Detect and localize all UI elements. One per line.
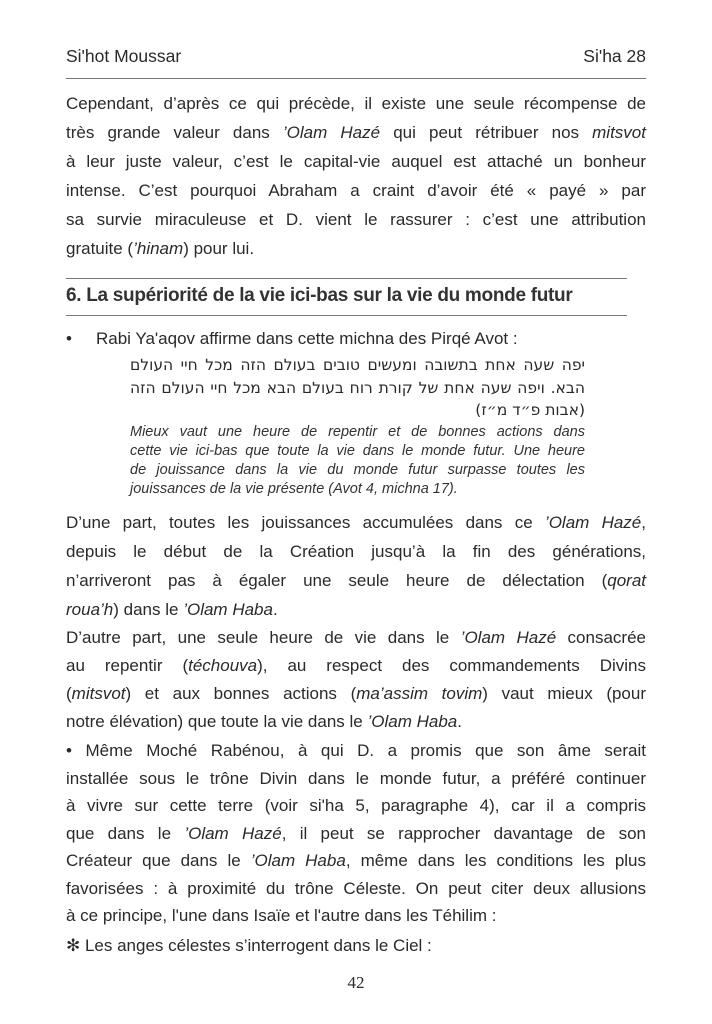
italic-term: ’Olam Haba: [250, 851, 346, 870]
text-line: [66, 595, 646, 624]
italic-term: ’Olam Haba: [367, 712, 458, 731]
text-line: [66, 680, 646, 708]
text-segment: n’arriveront pas à égaler une seule heure de délectation (: [66, 571, 608, 590]
quote-line: (אבות פ״ד מ״ז): [475, 401, 585, 419]
text-line: [66, 902, 646, 930]
text-line: [66, 508, 646, 537]
text-segment: Cependant, d’après ce qui précède, il existe une seule récompense de: [66, 94, 646, 113]
text-segment: consacrée: [556, 628, 646, 647]
quote-line: הבא. ויפה שעה אחת של קורת רוח בעולם הבא מכל חיי העולם הזה: [130, 378, 585, 397]
text-segment: D’une part, toutes les jouissances accumulées dans ce: [66, 513, 545, 532]
paragraph: [66, 508, 646, 624]
bullet-text: Rabi Ya'aqov affirme dans cette michna des Pirqé Avot :: [96, 329, 518, 348]
text-segment: à vivre sur cette terre (voir si'ha 5, paragraphe 4), car il a compris: [66, 796, 646, 815]
italic-term: ’Olam Hazé: [282, 123, 381, 142]
text-segment: sa survie miraculeuse et D. vient le rassurer : c’est une attribution: [66, 210, 646, 229]
paragraph: [66, 931, 646, 960]
text-segment: au repentir (: [66, 656, 189, 675]
text-segment: ,: [641, 513, 646, 532]
text-segment: (: [66, 684, 72, 703]
text-segment: .: [457, 712, 462, 731]
bullet-item: [66, 326, 518, 352]
text-line: [66, 537, 646, 566]
text-segment: , il peut se rapprocher davantage de son: [281, 823, 646, 843]
header-rule: [66, 78, 646, 79]
running-header: [66, 46, 646, 67]
quote-line: de jouissance dans la vie du monde futur surpasse toutes les: [130, 462, 585, 478]
text-line: [66, 737, 646, 765]
text-line: [66, 205, 646, 234]
quote-line: jouissances de la vie présente (Avot 4, michna 17).: [130, 481, 458, 497]
bullet-icon: •: [66, 329, 72, 348]
text-segment: à ce principe, l'une dans Isaïe et l'autre dans les Téhilim :: [66, 906, 497, 925]
text-segment: notre élévation) que toute la vie dans le: [66, 712, 368, 731]
text-line: [66, 176, 646, 205]
text-segment: ✻ Les anges célestes s’interrogent dans le Ciel :: [66, 936, 432, 955]
text-segment: D’autre part, une seule heure de vie dans le: [66, 628, 461, 647]
page-number: 42: [347, 973, 365, 992]
quote-line: cette vie ici-bas que toute la vie dans le monde futur. Une heure: [130, 443, 585, 459]
text-line: [66, 566, 646, 595]
section-rule-top: [66, 278, 627, 279]
paragraph: [66, 89, 646, 263]
text-segment: • Même Moché Rabénou, à qui D. a promis que son âme serait: [66, 741, 646, 760]
italic-term: ’hinam: [133, 239, 184, 258]
text-line: [66, 792, 646, 820]
text-segment: , même dans les conditions les plus: [345, 851, 647, 870]
text-line: [66, 624, 646, 652]
text-segment: depuis le début de la Création jusqu’à la fin des générations,: [66, 542, 646, 561]
text-segment: ) et aux bonnes actions (: [125, 684, 357, 703]
text-segment: que dans le: [66, 823, 185, 843]
italic-term: ’Olam Hazé: [184, 823, 282, 843]
italic-term: ’Olam Hazé: [544, 513, 642, 532]
text-segment: ) dans le: [113, 600, 184, 619]
text-segment: qui peut rétribuer nos: [380, 123, 593, 142]
text-line: [66, 89, 646, 118]
italic-term: mitsvot: [71, 684, 126, 703]
text-line: [66, 708, 646, 736]
italic-term: téchouva: [188, 656, 258, 675]
text-line: [66, 765, 646, 793]
text-line: [66, 847, 646, 875]
text-line: [66, 652, 646, 680]
text-line: [66, 118, 646, 147]
text-line: [66, 875, 646, 903]
quote-line: Mieux vaut une heure de repentir et de bonnes actions dans: [130, 424, 585, 440]
quote-line: יפה שעה אחת בתשובה ומעשים טובים בעולם הזה מכל חיי העולם: [130, 356, 585, 374]
text-segment: intense. C’est pourquoi Abraham a craint d’avoir été « payé » par: [66, 181, 646, 200]
italic-term: qorat: [607, 571, 646, 590]
text-line: [66, 234, 646, 263]
text-segment: ), au respect des commandements Divins: [257, 656, 646, 675]
text-segment: Créateur que dans le: [66, 851, 251, 870]
text-segment: gratuite (: [66, 239, 134, 258]
paragraph: [66, 624, 646, 736]
text-segment: installée sous le trône Divin dans le monde futur, a préféré continuer: [66, 768, 646, 788]
quote-translation: [130, 423, 585, 499]
italic-term: roua’h: [66, 600, 114, 619]
italic-term: ’Olam Haba: [183, 600, 273, 619]
chapter-label: Si'ha 28: [583, 46, 646, 66]
italic-term: ’Olam Hazé: [460, 628, 557, 647]
book-title: Si'hot Moussar: [66, 46, 182, 66]
text-line: [66, 147, 646, 176]
paragraph: [66, 737, 646, 930]
text-segment: favorisées : à proximité du trône Céleste. On peut citer deux allusions: [66, 878, 646, 898]
section-rule-bottom: [66, 315, 627, 316]
text-line: [66, 820, 646, 848]
section-heading: 6. La supériorité de la vie ici-bas sur la vie du monde futur: [66, 285, 573, 306]
italic-term: ma’assim tovim: [356, 684, 483, 703]
text-segment: à leur juste valeur, c’est le capital-vie auquel est attaché un bonheur: [66, 152, 646, 171]
text-segment: .: [272, 600, 278, 619]
text-segment: ) pour lui.: [183, 239, 255, 258]
text-line: [66, 931, 646, 960]
text-segment: très grande valeur dans: [66, 123, 283, 142]
text-segment: ) vaut mieux (pour: [482, 684, 647, 703]
italic-term: mitsvot: [592, 123, 646, 142]
hebrew-quote: [130, 354, 585, 422]
